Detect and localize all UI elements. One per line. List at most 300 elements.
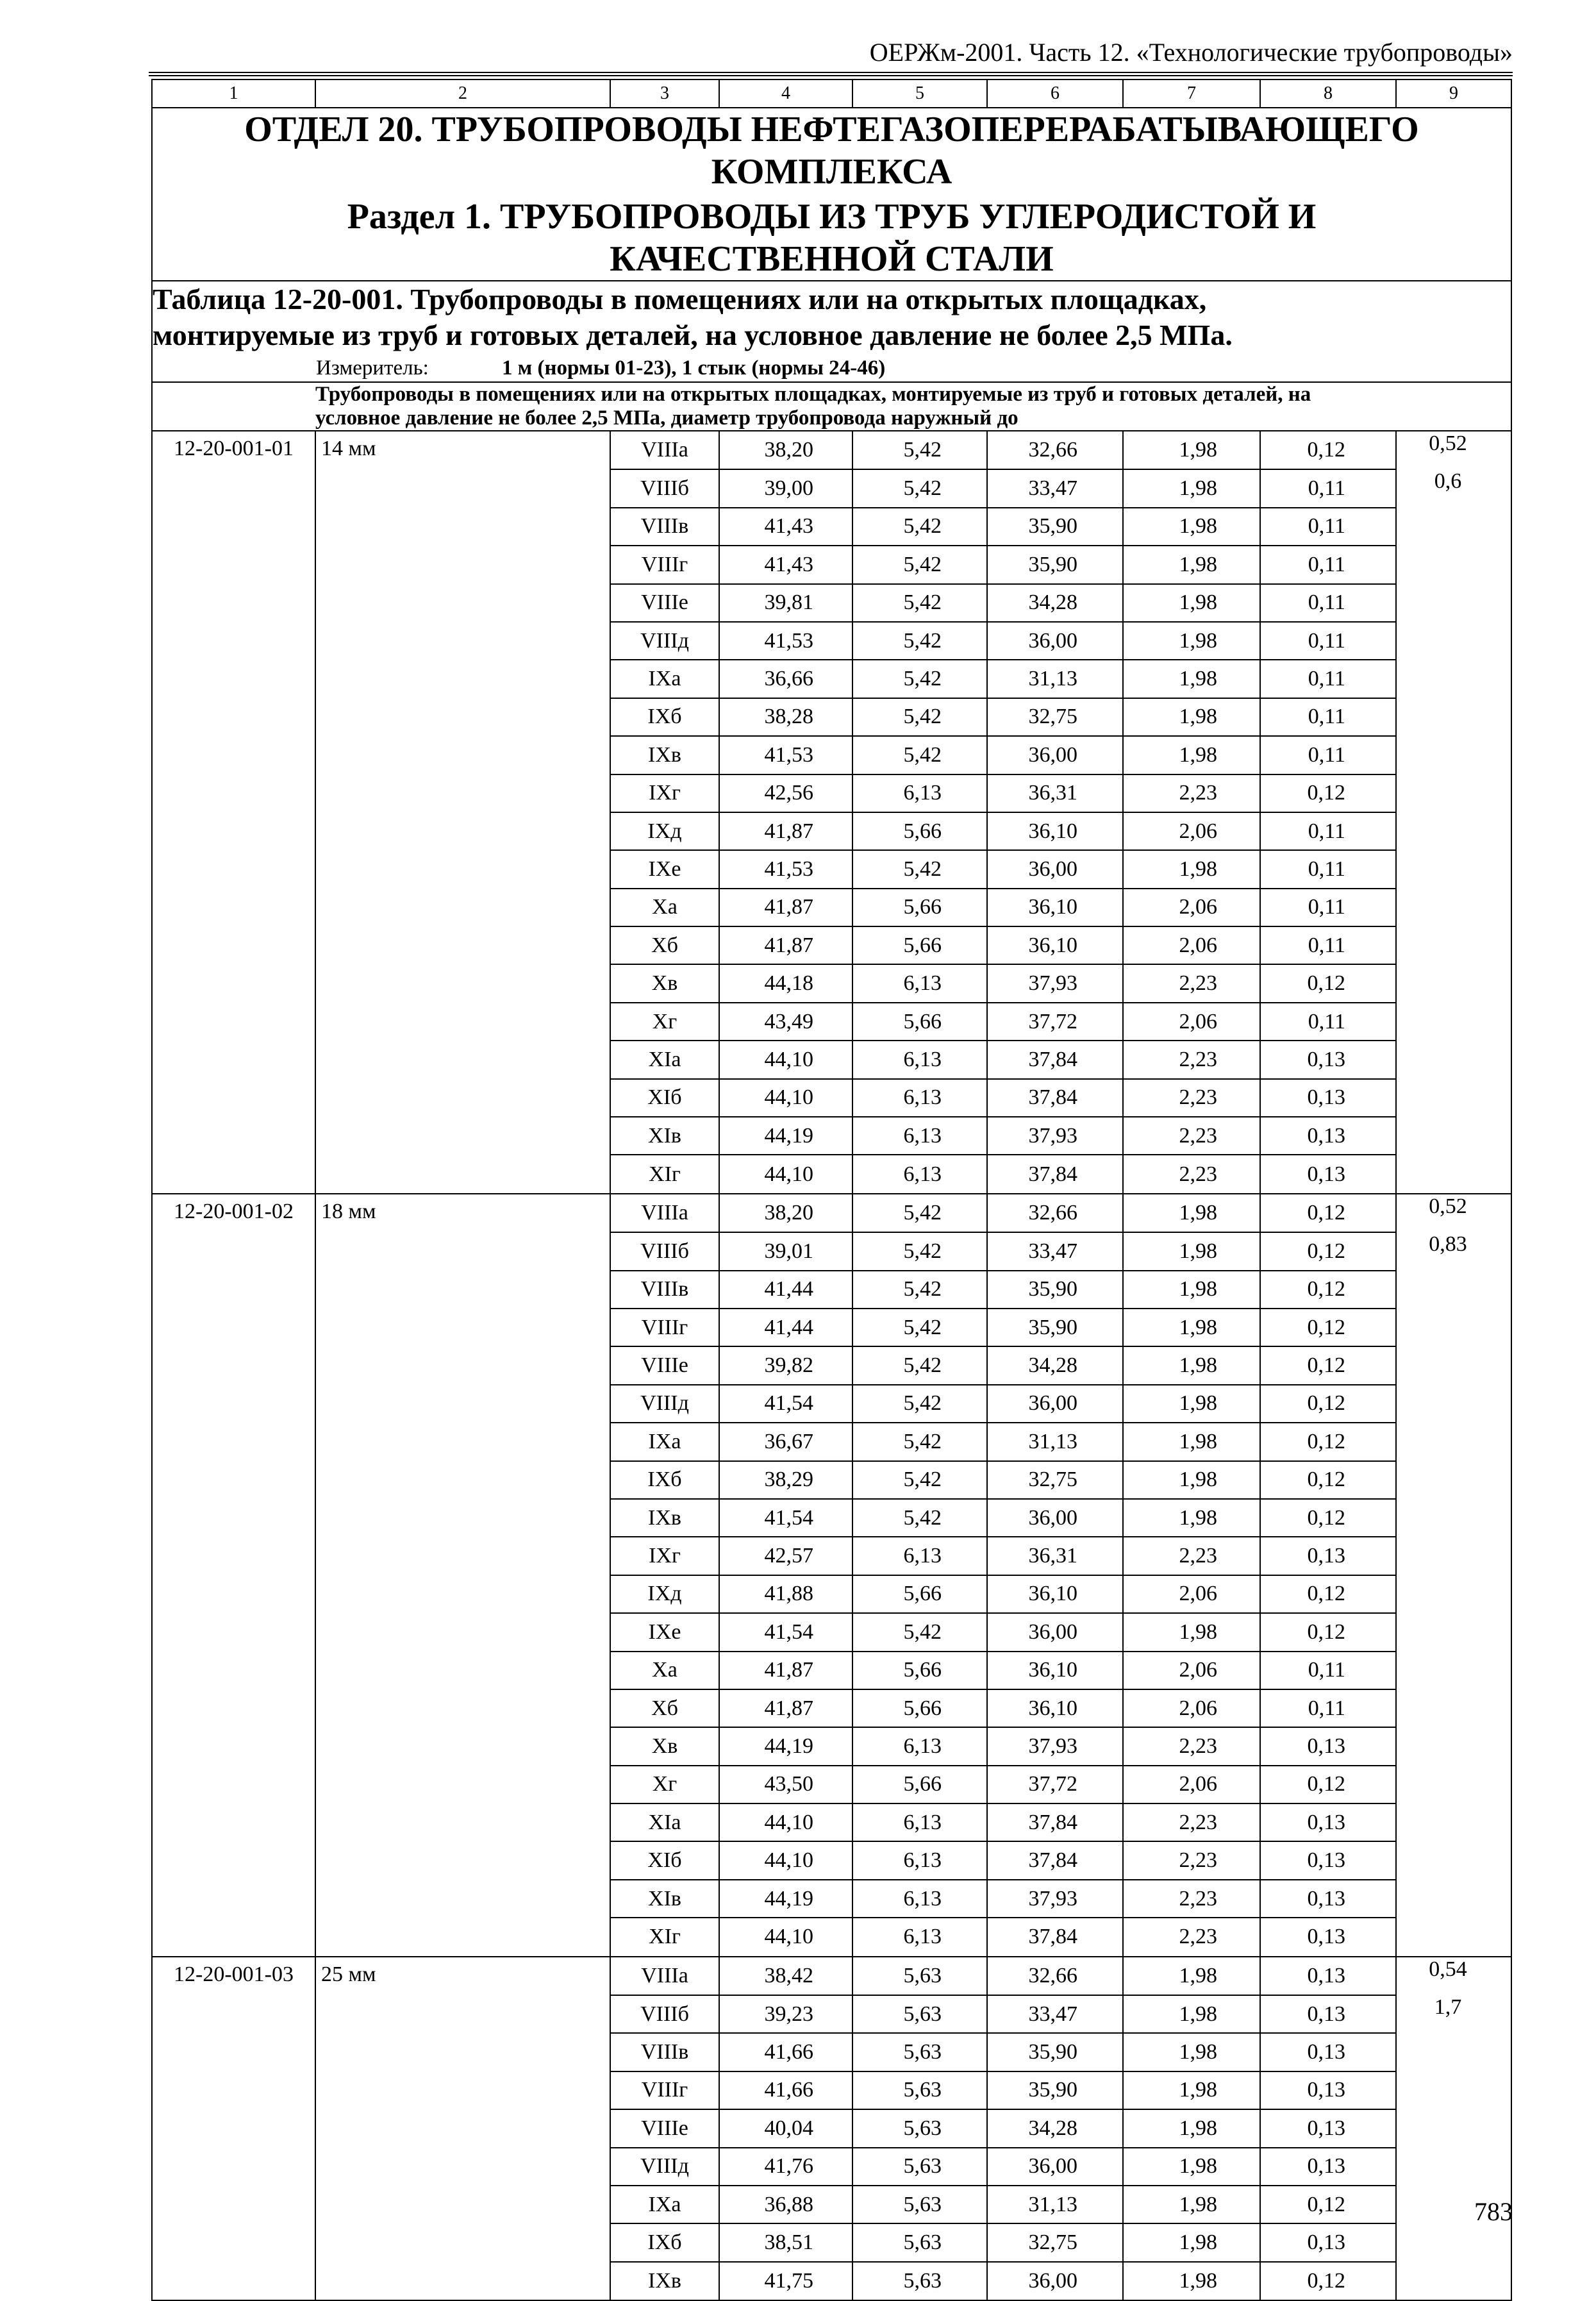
description-cell [315, 382, 1511, 431]
table-row [152, 1957, 1511, 1995]
table-row [152, 622, 1511, 660]
value-cell: 2,23 [1123, 1880, 1260, 1918]
description-text: Трубопроводы в помещениях или на открытых площадках, монтируемые из труб и готовых деталей, на [315, 383, 1311, 406]
value-cell: 2,23 [1123, 1727, 1260, 1765]
value-cell: 0,11 [1260, 660, 1396, 698]
norm-code-empty [152, 2262, 315, 2300]
column-9-cell [1396, 926, 1511, 964]
pipe-diameter-empty [315, 1727, 610, 1765]
value-cell: 2,06 [1123, 1003, 1260, 1041]
value-cell: 38,20 [719, 431, 852, 469]
value-cell: 1,98 [1123, 431, 1260, 469]
table-row [152, 1155, 1511, 1193]
value-cell: 0,11 [1260, 736, 1396, 774]
norm-code: 12-20-001-02 [152, 1194, 315, 1232]
column-9-cell [1396, 736, 1511, 774]
pipe-diameter-empty [315, 1689, 610, 1727]
column-number: 9 [1396, 79, 1511, 108]
value-cell: 5,66 [852, 926, 987, 964]
region-code-cell: VIIIг [610, 1309, 719, 1346]
norm-code-empty [152, 2033, 315, 2071]
table-row [152, 812, 1511, 850]
value-cell: 0,12 [1260, 1613, 1396, 1651]
pipe-diameter-empty [315, 2223, 610, 2261]
value-cell: 39,82 [719, 1346, 852, 1384]
value-cell: 0,12 [1260, 1309, 1396, 1346]
value-cell: 36,31 [987, 1537, 1123, 1575]
region-code-cell: IXе [610, 850, 719, 888]
table-row [152, 889, 1511, 926]
column-9-cell [1396, 1155, 1511, 1193]
pipe-diameter-empty [315, 1613, 610, 1651]
value-cell: 0,12 [1260, 1385, 1396, 1423]
pipe-diameter-empty [315, 889, 610, 926]
pipe-diameter-empty [315, 926, 610, 964]
column-9-cell [1396, 1918, 1511, 1956]
region-code-cell: VIIIе [610, 2109, 719, 2147]
value-cell: 0,12 [1260, 1194, 1396, 1232]
value-cell: 5,42 [852, 736, 987, 774]
norms-table [151, 79, 1512, 2301]
pipe-diameter-empty [315, 584, 610, 622]
table-row [152, 2033, 1511, 2071]
value-cell: 1,98 [1123, 660, 1260, 698]
value-cell: 39,23 [719, 1995, 852, 2033]
norm-code-empty [152, 1575, 315, 1613]
department-title-cont: КОМПЛЕКСА [711, 152, 952, 192]
value-cell: 41,53 [719, 736, 852, 774]
value-cell: 5,63 [852, 1957, 987, 1995]
value-cell: 41,44 [719, 1309, 852, 1346]
description-row [152, 382, 1511, 431]
norm-code-empty [152, 584, 315, 622]
table-row [152, 1003, 1511, 1041]
column-numbers-row [152, 79, 1511, 108]
pipe-diameter-empty [315, 1232, 610, 1270]
value-cell: 2,06 [1123, 1766, 1260, 1803]
region-code-cell: IXг [610, 774, 719, 812]
value-cell: 43,50 [719, 1766, 852, 1803]
norm-code-empty [152, 1003, 315, 1041]
value-cell: 35,90 [987, 1271, 1123, 1309]
column-9-cell [1396, 1003, 1511, 1041]
norm-code-empty [152, 1652, 315, 1689]
column-9-cell [1396, 2223, 1511, 2261]
pipe-diameter-empty [315, 546, 610, 583]
norm-code-empty [152, 736, 315, 774]
value-cell: 36,10 [987, 926, 1123, 964]
description-spacer [152, 382, 315, 431]
table-row [152, 2223, 1511, 2261]
table-row [152, 1194, 1511, 1232]
value-cell: 38,20 [719, 1194, 852, 1232]
value-cell: 35,90 [987, 1309, 1123, 1346]
value-cell: 1,98 [1123, 1957, 1260, 1995]
value-cell: 34,28 [987, 1346, 1123, 1384]
value-cell: 37,84 [987, 1041, 1123, 1078]
norm-code-empty [152, 2186, 315, 2223]
table-row [152, 2186, 1511, 2223]
value-cell: 37,93 [987, 964, 1123, 1002]
value-cell: 37,93 [987, 1880, 1123, 1918]
table-row [152, 1461, 1511, 1499]
value-cell: 41,66 [719, 2033, 852, 2071]
value-cell: 41,53 [719, 850, 852, 888]
column-9-cell [1396, 1041, 1511, 1078]
norm-code-empty [152, 1423, 315, 1460]
table-row [152, 1880, 1511, 1918]
value-cell: 2,23 [1123, 774, 1260, 812]
pipe-diameter-empty [315, 2148, 610, 2186]
column-9-cell [1396, 1575, 1511, 1613]
column-9-cell [1396, 1880, 1511, 1918]
pipe-diameter-empty [315, 1575, 610, 1613]
pipe-diameter-empty [315, 508, 610, 546]
norm-code-empty [152, 1613, 315, 1651]
region-code-cell: IXг [610, 1537, 719, 1575]
value-cell: 0,13 [1260, 2223, 1396, 2261]
table-row [152, 1727, 1511, 1765]
header-rule [149, 72, 1513, 73]
pipe-diameter-empty [315, 660, 610, 698]
value-cell: 2,23 [1123, 1537, 1260, 1575]
value-cell: 5,42 [852, 584, 987, 622]
value-cell: 5,63 [852, 2071, 987, 2109]
table-row [152, 964, 1511, 1002]
table-row [152, 2071, 1511, 2109]
value-cell: 5,42 [852, 469, 987, 507]
column-9-cell [1396, 2262, 1511, 2300]
pipe-diameter-empty [315, 1461, 610, 1499]
value-cell: 5,66 [852, 1575, 987, 1613]
value-cell: 6,13 [852, 1880, 987, 1918]
value-cell: 5,42 [852, 1346, 987, 1384]
value-cell: 37,93 [987, 1117, 1123, 1155]
region-code-cell: XIв [610, 1880, 719, 1918]
value-cell: 5,42 [852, 1385, 987, 1423]
value-cell: 6,13 [852, 1117, 987, 1155]
pipe-diameter: 14 мм [315, 431, 610, 469]
value-cell: 41,43 [719, 546, 852, 583]
norm-code-empty [152, 926, 315, 964]
value-cell: 44,10 [719, 1079, 852, 1117]
pipe-diameter-empty [315, 812, 610, 850]
running-header: ОЕРЖм-2001. Часть 12. «Технологические трубопроводы» [869, 38, 1513, 67]
value-cell: 36,10 [987, 1652, 1123, 1689]
column-9-cell [1396, 1271, 1511, 1309]
column-9-cell [1396, 812, 1511, 850]
region-code-cell: VIIIа [610, 1957, 719, 1995]
norm-code-empty [152, 546, 315, 583]
value-cell: 0,13 [1260, 1079, 1396, 1117]
value-cell: 44,10 [719, 1155, 852, 1193]
value-cell: 1,98 [1123, 2262, 1260, 2300]
value-cell: 0,11 [1260, 926, 1396, 964]
value-cell: 2,23 [1123, 964, 1260, 1002]
column-9-cell [1396, 964, 1511, 1002]
value-cell: 1,98 [1123, 508, 1260, 546]
column-number: 2 [315, 79, 610, 108]
region-code-cell: XIг [610, 1918, 719, 1956]
value-cell: 6,13 [852, 1537, 987, 1575]
pipe-diameter-empty [315, 2033, 610, 2071]
value-cell: 0,11 [1260, 508, 1396, 546]
table-row [152, 546, 1511, 583]
table-row [152, 1499, 1511, 1537]
value-cell: 1,98 [1123, 2148, 1260, 2186]
table-row [152, 508, 1511, 546]
value-cell: 0,11 [1260, 1689, 1396, 1727]
value-cell: 44,10 [719, 1918, 852, 1956]
value-cell: 32,75 [987, 2223, 1123, 2261]
region-code-cell: IXа [610, 2186, 719, 2223]
table-row [152, 2109, 1511, 2147]
value-cell: 38,51 [719, 2223, 852, 2261]
region-code-cell: VIIIв [610, 1271, 719, 1309]
pipe-diameter-empty [315, 1346, 610, 1384]
value-cell: 31,13 [987, 1423, 1123, 1460]
value-cell: 37,84 [987, 1918, 1123, 1956]
column-9-cell [1396, 698, 1511, 736]
value-cell: 35,90 [987, 546, 1123, 583]
value-cell: 36,00 [987, 1385, 1123, 1423]
value-cell: 0,11 [1260, 1652, 1396, 1689]
value-cell: 44,19 [719, 1727, 852, 1765]
value-cell: 41,87 [719, 1689, 852, 1727]
region-code-cell: IXв [610, 2262, 719, 2300]
value-cell: 41,87 [719, 812, 852, 850]
description-text-cont: условное давление не более 2,5 МПа, диаметр трубопровода наружный до [315, 406, 1018, 430]
column-9-cell: 0,6 [1396, 469, 1511, 507]
value-cell: 5,42 [852, 546, 987, 583]
value-cell: 5,42 [852, 431, 987, 469]
value-cell: 37,84 [987, 1155, 1123, 1193]
column-9-cell [1396, 622, 1511, 660]
column-9-cell: 0,52 [1396, 1194, 1511, 1232]
value-cell: 0,13 [1260, 1727, 1396, 1765]
value-cell: 2,23 [1123, 1041, 1260, 1078]
value-cell: 39,01 [719, 1232, 852, 1270]
norm-code-empty [152, 1271, 315, 1309]
region-code-cell: VIIIд [610, 2148, 719, 2186]
norm-code-empty [152, 508, 315, 546]
region-code-cell: XIг [610, 1155, 719, 1193]
value-cell: 5,42 [852, 1423, 987, 1460]
value-cell: 41,75 [719, 2262, 852, 2300]
value-cell: 1,98 [1123, 1194, 1260, 1232]
column-number: 1 [152, 79, 315, 108]
value-cell: 0,12 [1260, 1461, 1396, 1499]
region-code-cell: Xб [610, 926, 719, 964]
section-title: Раздел 1. ТРУБОПРОВОДЫ ИЗ ТРУБ УГЛЕРОДИСТОЙ И [347, 197, 1317, 237]
value-cell: 37,72 [987, 1003, 1123, 1041]
table-row [152, 1079, 1511, 1117]
pipe-diameter-empty [315, 469, 610, 507]
table-row [152, 1385, 1511, 1423]
value-cell: 0,13 [1260, 1117, 1396, 1155]
table-title-row [152, 281, 1511, 382]
region-code-cell: VIIIе [610, 584, 719, 622]
value-cell: 36,00 [987, 2262, 1123, 2300]
pipe-diameter-empty [315, 2262, 610, 2300]
value-cell: 0,13 [1260, 2148, 1396, 2186]
norm-code-empty [152, 1727, 315, 1765]
value-cell: 44,19 [719, 1117, 852, 1155]
pipe-diameter-empty [315, 2109, 610, 2147]
column-9-cell [1396, 1117, 1511, 1155]
value-cell: 41,88 [719, 1575, 852, 1613]
pipe-diameter-empty [315, 2071, 610, 2109]
region-code-cell: VIIIв [610, 508, 719, 546]
region-code-cell: VIIIв [610, 2033, 719, 2071]
meter-row [153, 355, 1511, 381]
region-code-cell: VIIIг [610, 2071, 719, 2109]
pipe-diameter-empty [315, 1041, 610, 1078]
pipe-diameter-empty [315, 622, 610, 660]
norm-code-empty [152, 1499, 315, 1537]
norm-code-empty [152, 1385, 315, 1423]
norm-code-empty [152, 1880, 315, 1918]
value-cell: 44,10 [719, 1803, 852, 1841]
norm-code: 12-20-001-03 [152, 1957, 315, 1995]
value-cell: 41,43 [719, 508, 852, 546]
column-9-cell [1396, 1652, 1511, 1689]
table-row [152, 1041, 1511, 1078]
norm-code-empty [152, 622, 315, 660]
pipe-diameter-empty [315, 1271, 610, 1309]
pipe-diameter-empty [315, 1079, 610, 1117]
region-code-cell: IXд [610, 812, 719, 850]
value-cell: 5,66 [852, 889, 987, 926]
value-cell: 38,28 [719, 698, 852, 736]
value-cell: 2,23 [1123, 1117, 1260, 1155]
value-cell: 1,98 [1123, 2186, 1260, 2223]
region-code-cell: VIIIе [610, 1346, 719, 1384]
value-cell: 1,98 [1123, 2109, 1260, 2147]
value-cell: 41,44 [719, 1271, 852, 1309]
value-cell: 6,13 [852, 774, 987, 812]
value-cell: 42,57 [719, 1537, 852, 1575]
value-cell: 0,13 [1260, 1041, 1396, 1078]
table-row [152, 2262, 1511, 2300]
column-9-cell [1396, 1346, 1511, 1384]
value-cell: 36,00 [987, 622, 1123, 660]
value-cell: 5,63 [852, 2186, 987, 2223]
region-code-cell: Xб [610, 1689, 719, 1727]
value-cell: 5,66 [852, 1003, 987, 1041]
value-cell: 0,13 [1260, 1957, 1396, 1995]
value-cell: 32,75 [987, 698, 1123, 736]
value-cell: 35,90 [987, 2071, 1123, 2109]
value-cell: 0,13 [1260, 1995, 1396, 2033]
department-title: ОТДЕЛ 20. ТРУБОПРОВОДЫ НЕФТЕГАЗОПЕРЕРАБАТЫВАЮЩЕГО [244, 110, 1419, 149]
norm-code-empty [152, 1766, 315, 1803]
pipe-diameter-empty [315, 1309, 610, 1346]
page-number: 783 [1474, 2197, 1513, 2226]
value-cell: 0,13 [1260, 1880, 1396, 1918]
value-cell: 35,90 [987, 2033, 1123, 2071]
table-row [152, 1575, 1511, 1613]
column-9-cell [1396, 1841, 1511, 1879]
value-cell: 0,13 [1260, 1803, 1396, 1841]
value-cell: 2,06 [1123, 889, 1260, 926]
column-9-cell [1396, 660, 1511, 698]
region-code-cell: VIIIг [610, 546, 719, 583]
value-cell: 0,13 [1260, 2033, 1396, 2071]
value-cell: 6,13 [852, 1727, 987, 1765]
column-9-cell [1396, 1727, 1511, 1765]
table-row [152, 1346, 1511, 1384]
value-cell: 37,93 [987, 1727, 1123, 1765]
region-code-cell: Xг [610, 1766, 719, 1803]
table-row [152, 1309, 1511, 1346]
region-code-cell: VIIIб [610, 1995, 719, 2033]
value-cell: 0,12 [1260, 2186, 1396, 2223]
value-cell: 6,13 [852, 1803, 987, 1841]
region-code-cell: Xв [610, 964, 719, 1002]
value-cell: 33,47 [987, 1995, 1123, 2033]
value-cell: 37,84 [987, 1803, 1123, 1841]
value-cell: 36,00 [987, 1499, 1123, 1537]
column-number: 6 [987, 79, 1123, 108]
norm-code-empty [152, 1461, 315, 1499]
norm-code-empty [152, 1689, 315, 1727]
norm-code-empty [152, 850, 315, 888]
pipe-diameter-empty [315, 1652, 610, 1689]
value-cell: 41,76 [719, 2148, 852, 2186]
column-number: 4 [719, 79, 852, 108]
value-cell: 41,54 [719, 1613, 852, 1651]
value-cell: 2,06 [1123, 1575, 1260, 1613]
value-cell: 5,42 [852, 850, 987, 888]
value-cell: 2,23 [1123, 1841, 1260, 1879]
value-cell: 5,42 [852, 622, 987, 660]
column-9-cell [1396, 1461, 1511, 1499]
table-heading [152, 281, 1511, 382]
column-9-cell [1396, 2148, 1511, 2186]
pipe-diameter-empty [315, 774, 610, 812]
value-cell: 5,63 [852, 1995, 987, 2033]
value-cell: 44,18 [719, 964, 852, 1002]
pipe-diameter-empty [315, 1918, 610, 1956]
value-cell: 0,11 [1260, 622, 1396, 660]
norm-code-empty [152, 1995, 315, 2033]
value-cell: 41,87 [719, 1652, 852, 1689]
value-cell: 1,98 [1123, 1499, 1260, 1537]
value-cell: 33,47 [987, 1232, 1123, 1270]
column-number: 8 [1260, 79, 1396, 108]
column-9-cell: 0,52 [1396, 431, 1511, 469]
column-9-cell [1396, 850, 1511, 888]
value-cell: 5,63 [852, 2148, 987, 2186]
value-cell: 6,13 [852, 1041, 987, 1078]
value-cell: 2,06 [1123, 926, 1260, 964]
value-cell: 5,42 [852, 508, 987, 546]
pipe-diameter-empty [315, 1803, 610, 1841]
pipe-diameter-empty [315, 1423, 610, 1460]
value-cell: 0,12 [1260, 431, 1396, 469]
norm-code-empty [152, 1117, 315, 1155]
value-cell: 34,28 [987, 2109, 1123, 2147]
region-code-cell: Xа [610, 889, 719, 926]
region-code-cell: XIа [610, 1041, 719, 1078]
column-9-cell [1396, 1499, 1511, 1537]
value-cell: 36,88 [719, 2186, 852, 2223]
norm-code-empty [152, 1041, 315, 1078]
column-9-cell [1396, 1423, 1511, 1460]
value-cell: 41,87 [719, 926, 852, 964]
value-cell: 32,66 [987, 1194, 1123, 1232]
